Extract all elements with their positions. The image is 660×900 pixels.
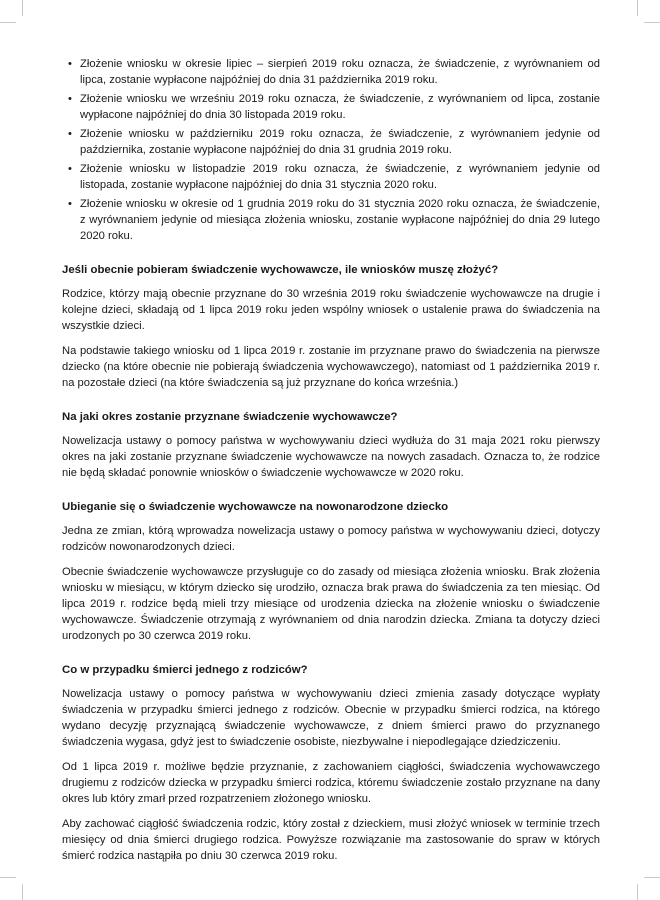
crop-mark bbox=[22, 0, 23, 16]
paragraph: Jedna ze zmian, którą wprowadza nowelizacja ustawy o pomocy państwa w wychowywaniu dzieci, dotyczy rodziców nowonarodzonych dzieci. bbox=[62, 525, 600, 553]
paragraph: Obecnie świadczenie wychowawcze przysługuje co do zasady od miesiąca złożenia wniosku. Brak złożenia wniosku w miesiącu, w którym dziecko się urodziło, oznacza brak prawa do świadczenia za ten miesiąc. Od lipca 2019 r. rodzice będą mieli trzy miesiące od urodzenia dziecka na złożenie wniosku o świadczenie wychowawcze. Świadczenie otrzymają z wyrównaniem od dnia narodzin dziecka. Zmiana ta dotyczy dzieci urodzonych po 30 czerwca 2019 roku. bbox=[62, 566, 600, 642]
list-item bbox=[62, 126, 600, 158]
list-item-text: Złożenie wniosku w październiku 2019 roku oznacza, że świadczenie, z wyrównaniem jedynie od października, zostanie wypłacone najpóźniej do dnia 31 grudnia 2019 roku. bbox=[80, 128, 600, 156]
list-item bbox=[62, 56, 600, 88]
paragraph: Rodzice, którzy mają obecnie przyznane do 30 września 2019 roku świadczenie wychowawcze na drugie i kolejne dzieci, składają od 1 lipca 2019 roku jeden wspólny wniosek o ustalenie prawa do świadczenia na wszystkie dzieci. bbox=[62, 288, 600, 332]
bullet-icon: • bbox=[68, 163, 72, 175]
bullet-icon: • bbox=[68, 58, 72, 70]
bullet-icon: • bbox=[68, 198, 72, 210]
list-item-text: Złożenie wniosku w listopadzie 2019 roku oznacza, że świadczenie, z wyrównaniem jedynie od listopada, zostanie wypłacone najpóźniej do dnia 31 stycznia 2020 roku. bbox=[80, 163, 600, 191]
list-item-text: Złożenie wniosku we wrześniu 2019 roku oznacza, że świadczenie, z wyrównaniem od lipca, zostanie wypłacone najpóźniej do dnia 30 listopada 2019 roku. bbox=[80, 93, 600, 121]
section-newborn bbox=[62, 499, 600, 644]
section-benefit-period bbox=[62, 409, 600, 481]
paragraph: Od 1 lipca 2019 r. możliwe będzie przyznanie, z zachowaniem ciągłości, świadczenia wychowawczego drugiemu z rodziców dziecka w przypadku śmierci rodzica, któremu świadczenie zostało przyznane na dany okres lub który zmarł przed rozpatrzeniem złożonego wniosku. bbox=[62, 761, 600, 805]
list-item bbox=[62, 196, 600, 244]
crop-mark bbox=[0, 22, 16, 23]
list-item-text: Złożenie wniosku w okresie lipiec – sierpień 2019 roku oznacza, że świadczenie, z wyrównaniem od lipca, zostanie wypłacone najpóźniej do dnia 31 października 2019 roku. bbox=[80, 58, 600, 86]
document-page bbox=[62, 56, 600, 873]
payment-deadline-list bbox=[62, 56, 600, 244]
list-item-text: Złożenie wniosku w okresie od 1 grudnia 2019 roku do 31 stycznia 2020 roku oznacza, że świadczenie, z wyrównaniem jedynie od miesiąca złożenia wniosku, zostanie wypłacone najpóźniej do dnia 29 lutego 2020 roku. bbox=[80, 198, 600, 242]
paragraph: Nowelizacja ustawy o pomocy państwa w wychowywaniu dzieci wydłuża do 31 maja 2021 roku pierwszy okres na jaki zostanie przyznane świadczenie wychowawcze na nowych zasadach. Oznacza to, że rodzice nie będą składać ponownie wniosków o świadczenie wychowawcze w 2020 roku. bbox=[62, 435, 600, 479]
crop-mark bbox=[0, 877, 16, 878]
section-heading: Na jaki okres zostanie przyznane świadczenie wychowawcze? bbox=[62, 411, 398, 423]
paragraph: Aby zachować ciągłość świadczenia rodzic, który został z dzieckiem, musi złożyć wniosek w terminie trzech miesięcy od dnia śmierci drugiego rodzica. Powyższe rozwiązanie ma zastosowanie do spraw w których śmierć rodzica nastąpiła po dniu 30 czerwca 2019 roku. bbox=[62, 818, 600, 862]
section-heading: Ubieganie się o świadczenie wychowawcze na nowonarodzone dziecko bbox=[62, 501, 449, 513]
section-heading: Jeśli obecnie pobieram świadczenie wychowawcze, ile wniosków muszę złożyć? bbox=[62, 264, 499, 276]
section-heading: Co w przypadku śmierci jednego z rodziców? bbox=[62, 664, 308, 676]
bullet-icon: • bbox=[68, 128, 72, 140]
paragraph: Na podstawie takiego wniosku od 1 lipca 2019 r. zostanie im przyznane prawo do świadczenia na pierwsze dziecko (na które obecnie nie pobierają świadczenia wychowawczego), natomiast od 1 października 2019 r. na pozostałe dzieci (na które świadczenia są już przyznane do końca września.) bbox=[62, 345, 600, 389]
section-parent-death bbox=[62, 662, 600, 864]
list-item bbox=[62, 161, 600, 193]
crop-mark bbox=[644, 22, 660, 23]
crop-mark bbox=[637, 884, 638, 900]
crop-mark bbox=[22, 884, 23, 900]
crop-mark bbox=[637, 0, 638, 16]
section-applications-count bbox=[62, 262, 600, 391]
paragraph: Nowelizacja ustawy o pomocy państwa w wychowywaniu dzieci zmienia zasady dotyczące wypłaty świadczenia w przypadku śmierci jednego z rodziców. Obecnie w przypadku śmierci rodzica, na którego wydano decyzję przyznającą świadczenie wychowawcze, z dniem śmierci prawo do przyznanego świadczenia wygasa, gdyż jest to świadczenie osobiste, niezbywalne i niepodlegające dziedziczeniu. bbox=[62, 688, 600, 748]
list-item bbox=[62, 91, 600, 123]
bullet-icon: • bbox=[68, 93, 72, 105]
crop-mark bbox=[644, 877, 660, 878]
